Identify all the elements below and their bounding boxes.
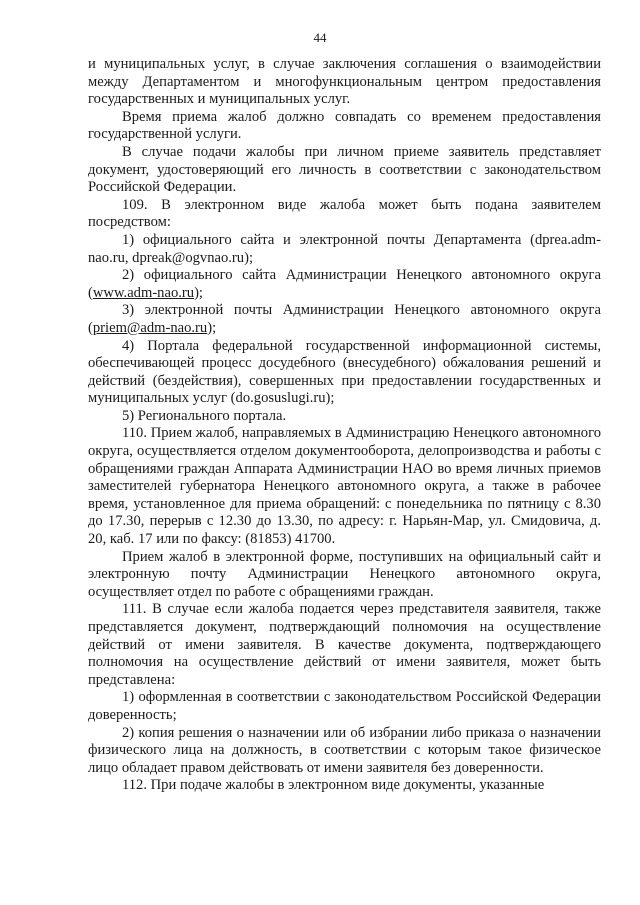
list-item-2-text: 2) официального сайта Администрации Ненецкого автономного округа (	[88, 267, 601, 301]
page-number: 44	[313, 30, 327, 45]
document-body	[88, 56, 601, 795]
paragraph-109: 109. В электронном виде жалоба может быть подана заявителем посредством:	[88, 196, 601, 231]
list-item-3-text: 3) электронной почты Администрации Ненецкого автономного округа (	[88, 302, 601, 336]
list-item-4: 4) Портала федеральной государственной информационной системы, обеспечивающей процесс досудебного (внесудебного) обжалования решений и действий (бездействия), совершенных при предоставлении государственных и муниципальных услуг (do.gosuslugi.ru);	[88, 337, 601, 407]
adm-nao-link[interactable]: www.adm-nao.ru	[92, 284, 195, 301]
paragraph-111: 111. В случае если жалоба подается через представителя заявителя, также представляется документ, подтверждающий полномочия на осуществление действий от имени заявителя. В качестве документа, подтверждающего полномочия на осуществление действий от имени заявителя, может быть представлена:	[88, 601, 601, 688]
list-item-3	[88, 302, 601, 337]
list-item-appointment-copy: 2) копия решения о назначении или об избрании либо приказа о назначении физического лица на должность, в соответствии с которым такое физическое лицо обладает правом действовать от имени заявителя без доверенности.	[88, 724, 601, 776]
list-item-1: 1) официального сайта и электронной почты Департамента (dprea.adm-nao.ru, dpreak@ogvnao.ru);	[88, 231, 601, 266]
list-item-3-end: );	[207, 319, 217, 336]
paragraph-continuation: и муниципальных услуг, в случае заключения соглашения о взаимодействии между Департаментом и многофункциональным центром предоставления государственных и муниципальных услуг.	[88, 56, 601, 108]
list-item-5: 5) Регионального портала.	[122, 407, 287, 424]
email-link[interactable]: priem@adm-nao.ru	[92, 319, 208, 336]
paragraph-personal-reception: В случае подачи жалобы при личном приеме заявитель представляет документ, удостоверяющий его личность в соответствии с законодательством Российской Федерации.	[88, 143, 601, 196]
list-item-2-end: );	[194, 284, 203, 301]
paragraph-reception-time: Время приема жалоб должно совпадать со временем предоставления государственной услуги.	[88, 108, 601, 143]
list-item-power-of-attorney: 1) оформленная в соответствии с законодательством Российской Федерации доверенность;	[88, 689, 601, 723]
list-item-2	[88, 267, 601, 302]
paragraph-110: 110. Прием жалоб, направляемых в Администрацию Ненецкого автономного округа, осуществляется отделом документооборота, делопроизводства и работы с обращениями граждан Аппарата Администрации НАО во время личных приемов заместителей губернатора Ненецкого автономного округа, а также в рабочее время, установленное для приема обращений: с понедельника по пятницу с 8.30 до 17.30, перерыв с 12.30 до 13.30, по адресу: г. Нарьян-Мар, ул. Смидовича, д. 20, каб. 17 или по факсу: (81853) 41700.	[88, 425, 601, 548]
paragraph-electronic-reception: Прием жалоб в электронной форме, поступивших на официальный сайт и электронную почту Администрации Ненецкого автономного округа, осуществляет отдел по работе с обращениями граждан.	[88, 548, 601, 600]
paragraph-112: 112. При подаче жалобы в электронном виде документы, указанные	[122, 777, 545, 794]
